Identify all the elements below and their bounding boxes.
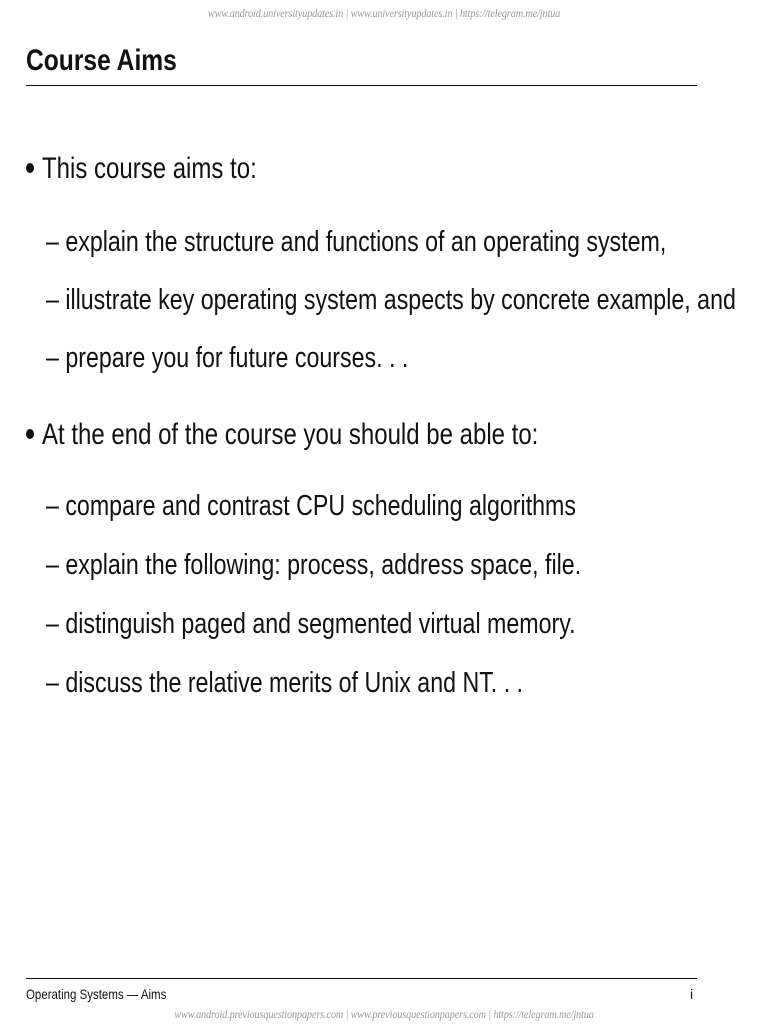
sub-item-text: distinguish paged and segmented virtual memory. (65, 608, 576, 640)
dash-icon: – (46, 284, 59, 316)
page-number: i (690, 986, 694, 1002)
sub-item-text: explain the following: process, address space, file. (65, 549, 582, 581)
sub-item-text: compare and contrast CPU scheduling algorithms (65, 490, 576, 522)
sub-item-text: discuss the relative merits of Unix and NT. . . (65, 667, 524, 699)
bullet-course-outcomes (26, 418, 538, 452)
bullet-course-aims (26, 152, 257, 186)
footer-title: Operating Systems — Aims (26, 986, 167, 1002)
slide-title: Course Aims (26, 44, 177, 77)
sub-item (46, 608, 576, 641)
dash-icon: – (46, 608, 59, 640)
sub-item (46, 284, 736, 317)
sub-item-text: explain the structure and functions of an operating system, (65, 226, 667, 258)
sub-item (46, 342, 408, 375)
title-divider (26, 85, 697, 86)
sub-item-text: prepare you for future courses. . . (65, 342, 409, 374)
dash-icon: – (46, 549, 59, 581)
dash-icon: – (46, 667, 59, 699)
sub-item-text: illustrate key operating system aspects by concrete example, and (65, 284, 736, 316)
dash-icon: – (46, 490, 59, 522)
dash-icon: – (46, 342, 59, 374)
dash-icon: – (46, 226, 59, 258)
sub-item (46, 667, 523, 700)
bottom-watermark: www.android.previousquestionpapers.com | www.previousquestionpapers.com | https://telegram.me/jntua (174, 1007, 594, 1021)
sub-item (46, 226, 666, 259)
bullet-icon (26, 163, 34, 173)
bullet-heading: At the end of the course you should be able to: (42, 418, 539, 451)
bullet-heading: This course aims to: (42, 152, 257, 185)
footer-divider (26, 978, 697, 979)
top-watermark: www.android.universityupdates.in | www.universityupdates.in | https://telegram.me/jntua (207, 6, 561, 20)
bullet-icon (26, 429, 34, 439)
sub-item (46, 549, 581, 582)
sub-item (46, 490, 576, 523)
